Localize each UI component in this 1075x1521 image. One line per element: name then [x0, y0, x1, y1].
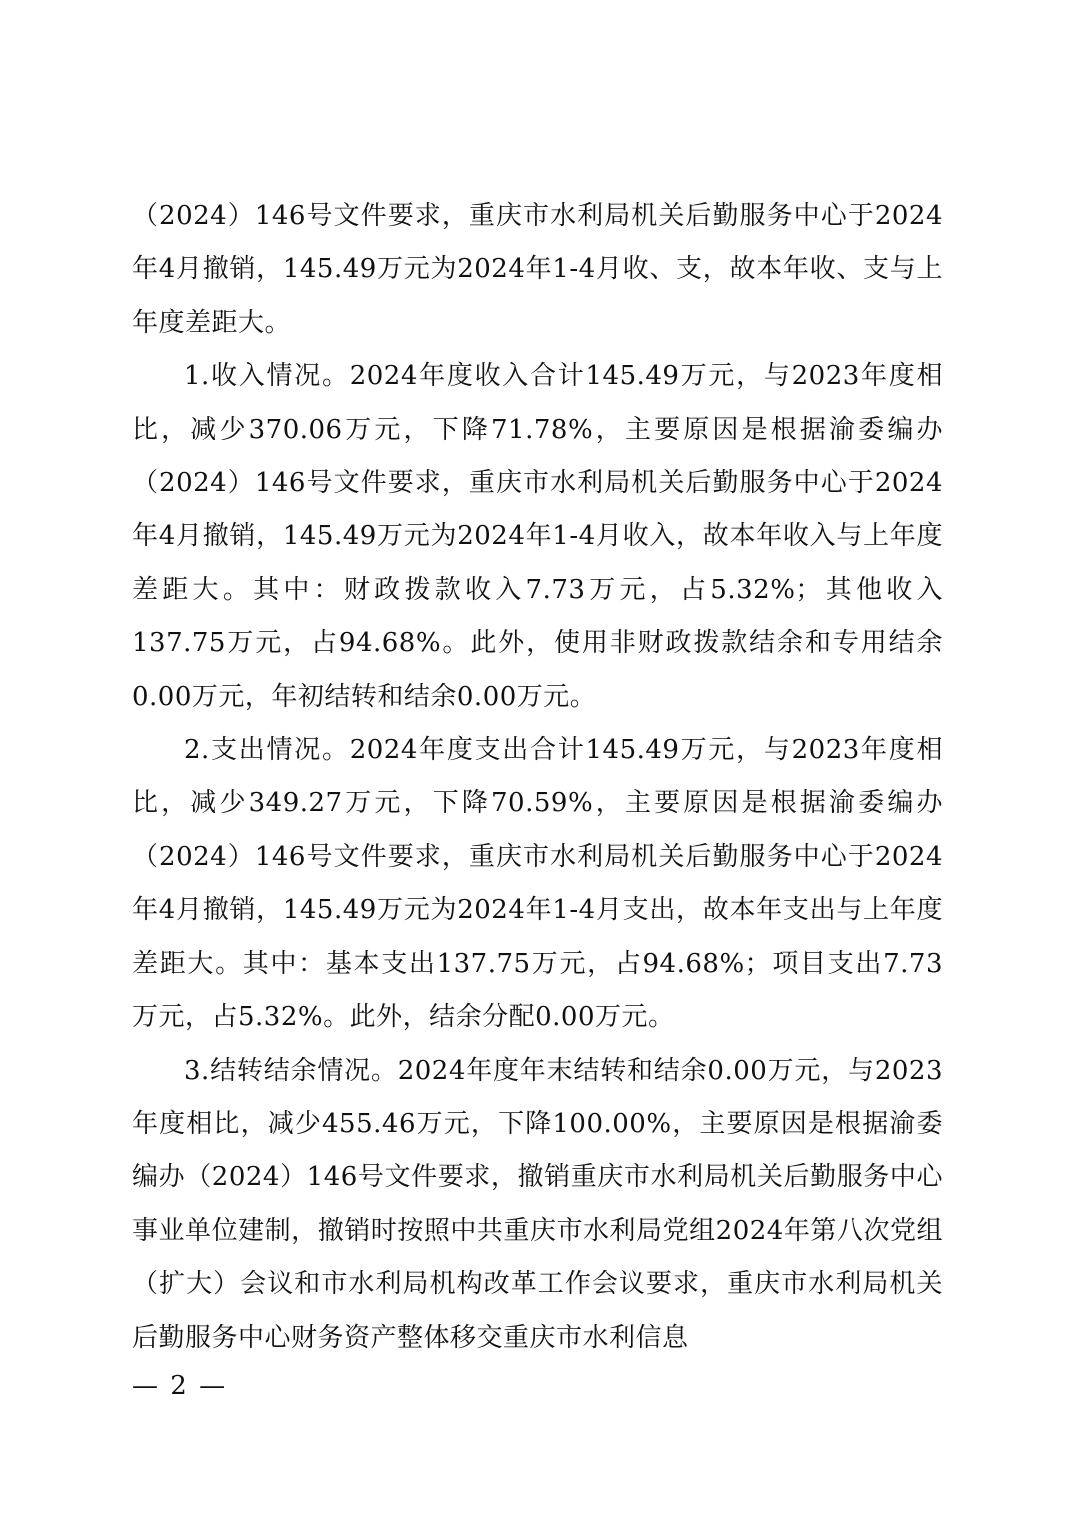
paragraph-intro-continuation: （2024）146号文件要求，重庆市水利局机关后勤服务中心于2024年4月撤销，145.49万元为2024年1-4月收、支，故本年收、支与上年度差距大。 [132, 201, 943, 338]
page-number: — 2 — [132, 1371, 228, 1401]
paragraph-income: 1.收入情况。2024年度收入合计145.49万元，与2023年度相比，减少370.06万元，下降71.78%，主要原因是根据渝委编办（2024）146号文件要求，重庆市水利局机关后勤服务中心于2024年4月撤销，145.49万元为2024年1-4月收入，故本年收入与上年度差距大。其中：财政拨款收入7.73万元，占5.32%；其他收入137.75万元，占94.68%。此外，使用非财政拨款结余和专用结余0.00万元，年初结转和结余0.00万元。 [132, 361, 943, 712]
paragraph-expenditure: 2.支出情况。2024年度支出合计145.49万元，与2023年度相比，减少349.27万元，下降70.59%，主要原因是根据渝委编办（2024）146号文件要求，重庆市水利局机关后勤服务中心于2024年4月撤销，145.49万元为2024年1-4月支出，故本年支出与上年度差距大。其中：基本支出137.75万元，占94.68%；项目支出7.73万元，占5.32%。此外，结余分配0.00万元。 [132, 735, 943, 1033]
document-body [132, 190, 943, 1365]
paragraph-carryover: 3.结转结余情况。2024年度年末结转和结余0.00万元，与2023年度相比，减少455.46万元，下降100.00%，主要原因是根据渝委编办（2024）146号文件要求，撤销重庆市水利局机关后勤服务中心事业单位建制，撤销时按照中共重庆市水利局党组2024年第八次党组（扩大）会议和市水利局机构改革工作会议要求，重庆市水利局机关后勤服务中心财务资产整体移交重庆市水利信息 [132, 1055, 943, 1353]
